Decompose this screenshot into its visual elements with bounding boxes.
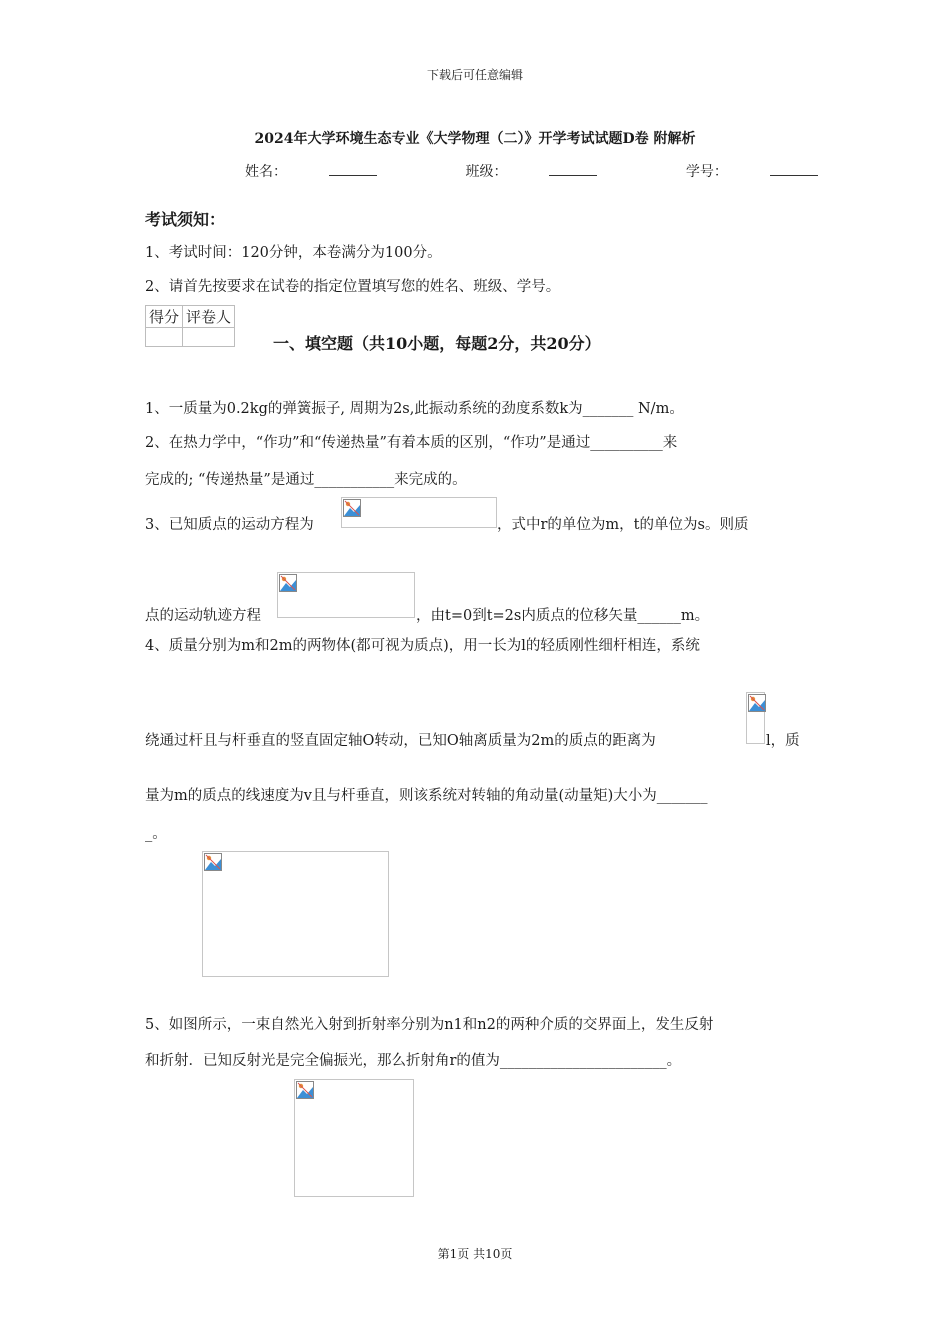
id-label: 学号： (685, 164, 728, 180)
grader-header: 评卷人 (183, 306, 235, 328)
score-header: 得分 (146, 306, 183, 328)
question-3-part-b: ，式中r的单位为m，t的单位为s。则质 (497, 517, 749, 533)
name-blank[interactable] (329, 161, 377, 176)
notice-item-2: 2、请首先按要求在试卷的指定位置填写您的姓名、班级、学号。 (145, 279, 561, 295)
class-label: 班级： (465, 164, 508, 180)
question-4-figure (202, 851, 389, 977)
trajectory-equation-image (277, 572, 415, 618)
id-blank[interactable] (770, 161, 818, 176)
question-3-part-a: 3、已知质点的运动方程为 (145, 517, 314, 533)
score-cell[interactable] (146, 328, 183, 347)
question-5-line-1: 5、如图所示，一束自然光入射到折射率分别为n1和n2的两种介质的交界面上，发生反射 (145, 1017, 714, 1033)
broken-image-icon (748, 694, 766, 712)
question-2-line-1: 2、在热力学中，“作功”和“传递热量”有着本质的区别，“作功”是通过__________来 (145, 435, 678, 451)
notice-item-1: 1、考试时间：120分钟，本卷满分为100分。 (145, 245, 442, 261)
student-info-fields (245, 161, 902, 181)
question-3-part-d: ，由t=0到t=2s内质点的位移矢量______m。 (416, 608, 710, 624)
question-5-figure (294, 1079, 414, 1197)
section-heading: 一、填空题（共10小题，每题2分，共20分） (273, 334, 601, 353)
class-field (465, 161, 639, 181)
broken-image-icon (279, 574, 297, 592)
question-1: 1、一质量为0.2kg的弹簧振子, 周期为2s,此振动系统的劲度系数k为_______ N/m。 (145, 401, 684, 417)
question-4-line-4: _。 (145, 826, 167, 842)
class-blank[interactable] (549, 161, 597, 176)
broken-image-icon (296, 1081, 314, 1099)
question-4-line-3: 量为m的质点的线速度为v且与杆垂直，则该系统对转轴的角动量(动量矩)大小为_______ (145, 788, 708, 804)
equation-image (341, 497, 497, 528)
score-table (145, 305, 235, 347)
page-header-note: 下载后可任意编辑 (426, 68, 523, 82)
broken-image-icon (204, 853, 222, 871)
distance-fraction-image (746, 692, 765, 744)
question-3-part-c: 点的运动轨迹方程 (145, 608, 261, 624)
name-label: 姓名： (245, 164, 287, 180)
question-2-line-2: 完成的; “传递热量”是通过___________来完成的。 (145, 472, 467, 488)
question-4-line-1: 4、质量分别为m和2m的两物体(都可视为质点)，用一长为l的轻质刚性细杆相连，系统 (145, 638, 700, 654)
name-field (245, 161, 419, 181)
page-footer: 第1页 共10页 (437, 1247, 513, 1261)
broken-image-icon (343, 499, 361, 517)
question-5-line-2: 和折射．已知反射光是完全偏振光，那么折射角r的值为_______________________。 (145, 1053, 682, 1069)
page-title: 2024年大学环境生态专业《大学物理（二）》开学考试试题D卷 附解析 (254, 131, 696, 147)
question-4-line-2a: 绕通过杆且与杆垂直的竖直固定轴O转动，已知O轴离质量为2m的质点的距离为 (145, 733, 656, 749)
grader-cell[interactable] (183, 328, 235, 347)
question-4-line-2b: l，质 (766, 733, 800, 749)
notice-heading: 考试须知： (145, 210, 226, 229)
id-field (686, 161, 860, 181)
